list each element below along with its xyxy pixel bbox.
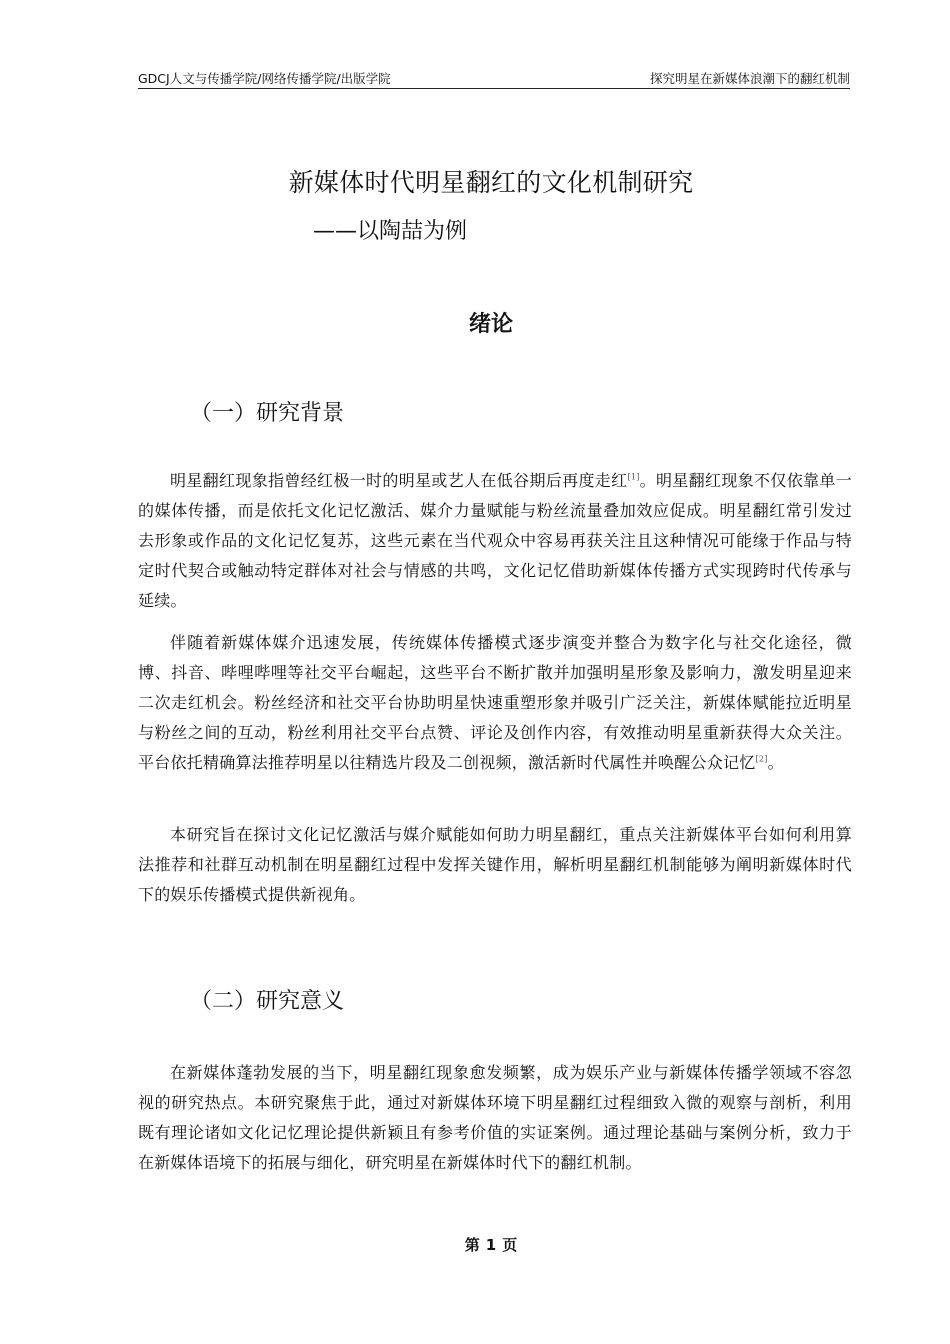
section-title-significance: （二）研究意义 [190, 989, 345, 1014]
citation-ref: [1] [627, 472, 640, 482]
header-short-title: 探究明星在新媒体浪潮下的翻红机制 [649, 71, 850, 86]
running-header [138, 66, 850, 88]
paper-title: 新媒体时代明星翻红的文化机制研究 [288, 168, 694, 197]
section-title-background: （一）研究背景 [190, 401, 345, 426]
citation-ref: [2] [755, 754, 768, 764]
header-institution: GDCJ人文与传播学院/网络传播学院/出版学院 [138, 71, 391, 86]
paragraph: 伴随着新媒体媒介迅速发展，传统媒体传播模式逐步演变并整合为数字化与社交化途径，微博、抖音、哔哩哔哩等社交平台崛起，这些平台不断扩散并加强明星形象及影响力，激发明星迎来二次走红机会。粉丝经济和社交平台协助明星快速重塑形象并吸引广泛关注，新媒体赋能拉近明星与粉丝之间的互动，粉丝利用社交平台点赞、评论及创作内容，有效推动明星重新获得大众关注。平台依托精确算法推荐明星以往精选片段及二创视频，激活新时代属性并唤醒公众记忆[2]。 [138, 633, 852, 772]
paragraph: 本研究旨在探讨文化记忆激活与媒介赋能如何助力明星翻红，重点关注新媒体平台如何利用算法推荐和社群互动机制在明星翻红过程中发挥关键作用，解析明星翻红机制能够为阐明新媒体时代下的娱乐传播模式提供新视角。 [138, 825, 852, 904]
paragraph: 明星翻红现象指曾经红极一时的明星或艺人在低谷期后再度走红[1]。明星翻红现象不仅依靠单一的媒体传播，而是依托文化记忆激活、媒介力量赋能与粉丝流量叠加效应促成。明星翻红常引发过去形象或作品的文化记忆复苏，这些元素在当代观众中容易再获关注且这种情况可能缘于作品与特定时代契合或触动特定群体对社会与情感的共鸣，文化记忆借助新媒体传播方式实现跨时代传承与延续。 [138, 471, 852, 610]
paragraph: 在新媒体蓬勃发展的当下，明星翻红现象愈发频繁，成为娱乐产业与新媒体传播学领域不容忽视的研究热点。本研究聚焦于此，通过对新媒体环境下明星翻红过程细致入微的观察与剖析，利用既有理论诸如文化记忆理论提供新颖且有参考价值的实证案例。通过理论基础与案例分析，致力于在新媒体语境下的拓展与细化，研究明星在新媒体时代下的翻红机制。 [138, 1063, 852, 1172]
page-number: 第 1 页 [464, 1236, 518, 1254]
header-divider [138, 88, 850, 89]
chapter-heading: 绪论 [468, 312, 513, 337]
paper-subtitle: ——以陶喆为例 [313, 219, 468, 244]
